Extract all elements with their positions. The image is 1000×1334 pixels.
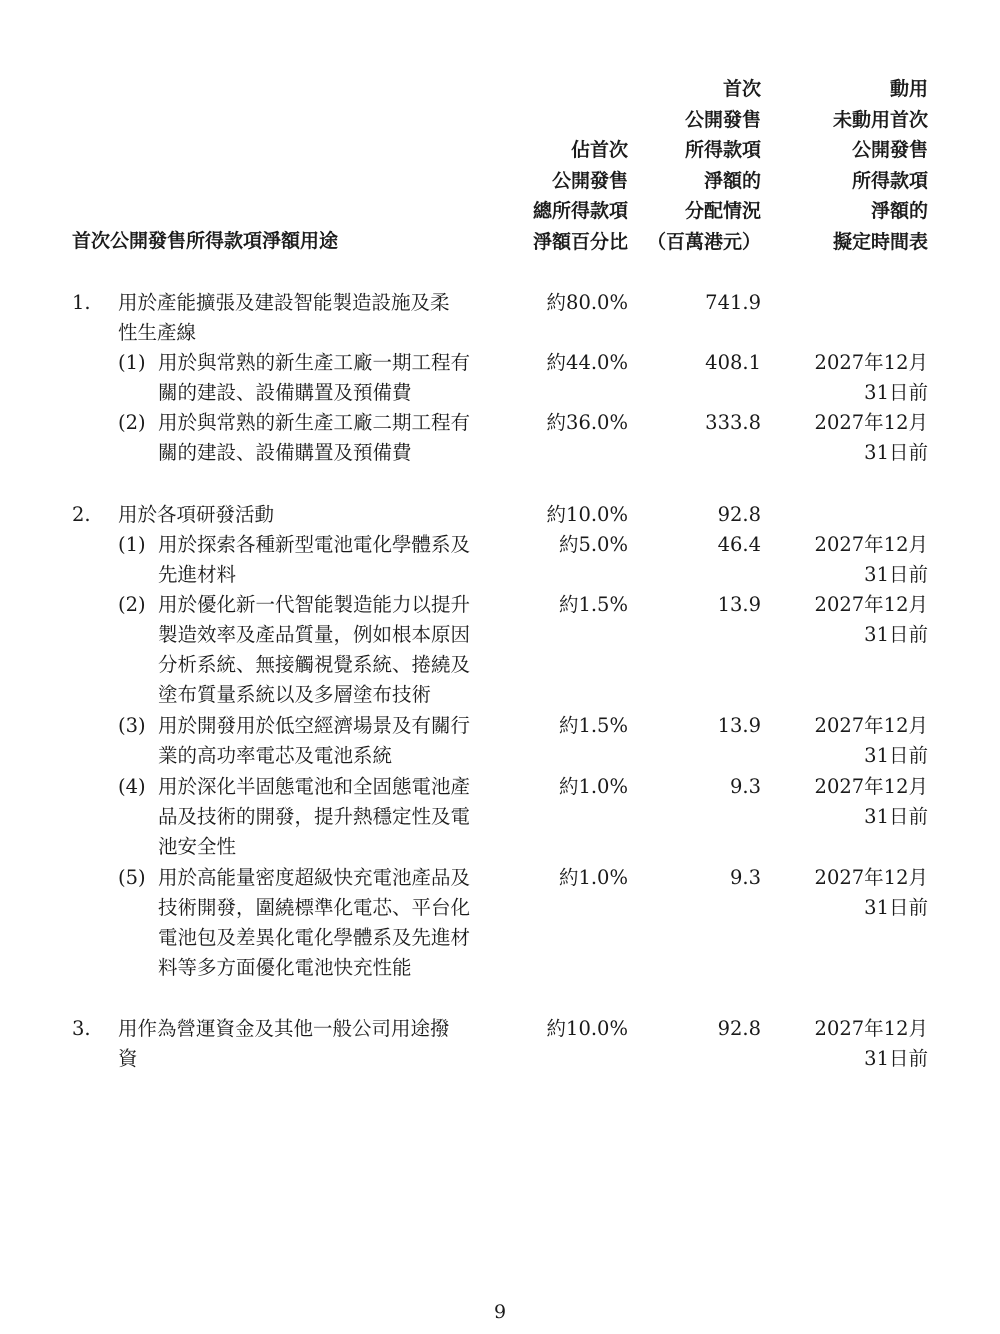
header-line: 淨額百分比 — [532, 230, 628, 253]
row-timetable: 2027年12月 31日前 — [814, 533, 928, 586]
row-sub-number: (4) — [118, 775, 146, 798]
row-timetable: 2027年12月 31日前 — [814, 775, 928, 828]
header-purpose-label: 首次公開發售所得款項淨額用途 — [72, 230, 339, 252]
row-description: 用於深化半固態電池和全固態電池產 品及技術的開發，提升熱穩定性及電 池安全性 — [158, 775, 471, 858]
row-number: 2. — [72, 503, 91, 526]
row-percentage: 約1.5% — [558, 593, 628, 616]
row-description: 用於優化新一代智能製造能力以提升 製造效率及產品質量，例如根本原因 分析系統、無接觸視覺系統、捲繞及 塗布質量系統以及多層塗布技術 — [158, 593, 471, 706]
row-amount: 333.8 — [705, 411, 761, 434]
row-percentage: 約1.0% — [558, 775, 628, 798]
row-amount: 92.8 — [717, 1017, 761, 1040]
row-timetable: 2027年12月 31日前 — [814, 1017, 928, 1070]
header-line: 分配情況 — [684, 200, 761, 222]
header-line: 公開發售 — [684, 108, 761, 131]
row-timetable: 2027年12月 31日前 — [814, 593, 928, 646]
row-percentage: 約44.0% — [546, 351, 628, 374]
row-description: 用於探索各種新型電池電化學體系及 先進材料 — [158, 533, 471, 586]
header-line: 公開發售 — [851, 139, 928, 161]
row-number: 1. — [72, 291, 91, 314]
row-sub-number: (1) — [118, 351, 146, 374]
row-description: 用作為營運資金及其他一般公司用途撥 資 — [118, 1017, 450, 1070]
row-number: 3. — [72, 1017, 91, 1040]
row-description: 用於高能量密度超級快充電池產品及 技術開發，圍繞標準化電芯、平台化 電池包及差異化電化學體系及先進材 料等多方面優化電池快充性能 — [158, 866, 471, 979]
row-amount: 408.1 — [705, 351, 761, 374]
header-timetable — [833, 74, 928, 257]
row-timetable: 2027年12月 31日前 — [814, 351, 928, 404]
page-number: 9 — [493, 1301, 507, 1323]
header-line: 所得款項 — [684, 139, 761, 161]
row-description: 用於各項研發活動 — [118, 503, 275, 526]
row-description: 用於與常熟的新生產工廠二期工程有 關的建設、設備購置及預備費 — [158, 411, 471, 464]
row-sub-number: (3) — [118, 714, 146, 737]
header-purpose — [72, 226, 338, 257]
row-amount: 92.8 — [717, 503, 761, 526]
row-percentage: 約36.0% — [546, 411, 628, 434]
row-sub-number: (2) — [118, 411, 146, 434]
row-description: 用於產能擴張及建設智能製造設施及柔 性生產線 — [118, 291, 450, 344]
row-sub-number: (5) — [118, 866, 146, 889]
header-line: 擬定時間表 — [832, 230, 928, 253]
row-amount: 741.9 — [705, 291, 761, 314]
row-percentage: 約5.0% — [558, 533, 628, 556]
header-line: 未動用首次 — [832, 108, 928, 131]
row-timetable: 2027年12月 31日前 — [814, 866, 928, 919]
row-timetable: 2027年12月 31日前 — [814, 714, 928, 767]
header-line: 動用 — [889, 78, 928, 100]
header-line: 淨額的 — [703, 169, 761, 192]
row-percentage: 約10.0% — [546, 503, 628, 526]
header-percentage — [533, 135, 628, 257]
row-amount: 9.3 — [729, 775, 761, 798]
row-timetable: 2027年12月 31日前 — [814, 411, 928, 464]
row-sub-number: (2) — [118, 593, 146, 616]
row-amount: 9.3 — [729, 866, 761, 889]
row-percentage: 約1.0% — [558, 866, 628, 889]
header-line: 所得款項 — [851, 169, 928, 192]
header-line: 總所得款項 — [532, 200, 628, 222]
row-amount: 13.9 — [717, 714, 761, 737]
row-description: 用於開發用於低空經濟場景及有關行 業的高功率電芯及電池系統 — [158, 714, 471, 767]
header-line: （百萬港元） — [646, 230, 761, 253]
row-percentage: 約10.0% — [546, 1017, 628, 1040]
row-percentage: 約1.5% — [558, 714, 628, 737]
row-percentage: 約80.0% — [546, 291, 628, 314]
row-amount: 13.9 — [717, 593, 761, 616]
header-amount — [647, 74, 761, 257]
header-line: 公開發售 — [551, 169, 628, 192]
row-description: 用於與常熟的新生產工廠一期工程有 關的建設、設備購置及預備費 — [158, 351, 471, 404]
header-line: 首次 — [722, 78, 761, 100]
row-sub-number: (1) — [118, 533, 146, 556]
row-amount: 46.4 — [717, 533, 761, 556]
header-line: 佔首次 — [570, 139, 628, 161]
header-line: 淨額的 — [870, 200, 928, 222]
